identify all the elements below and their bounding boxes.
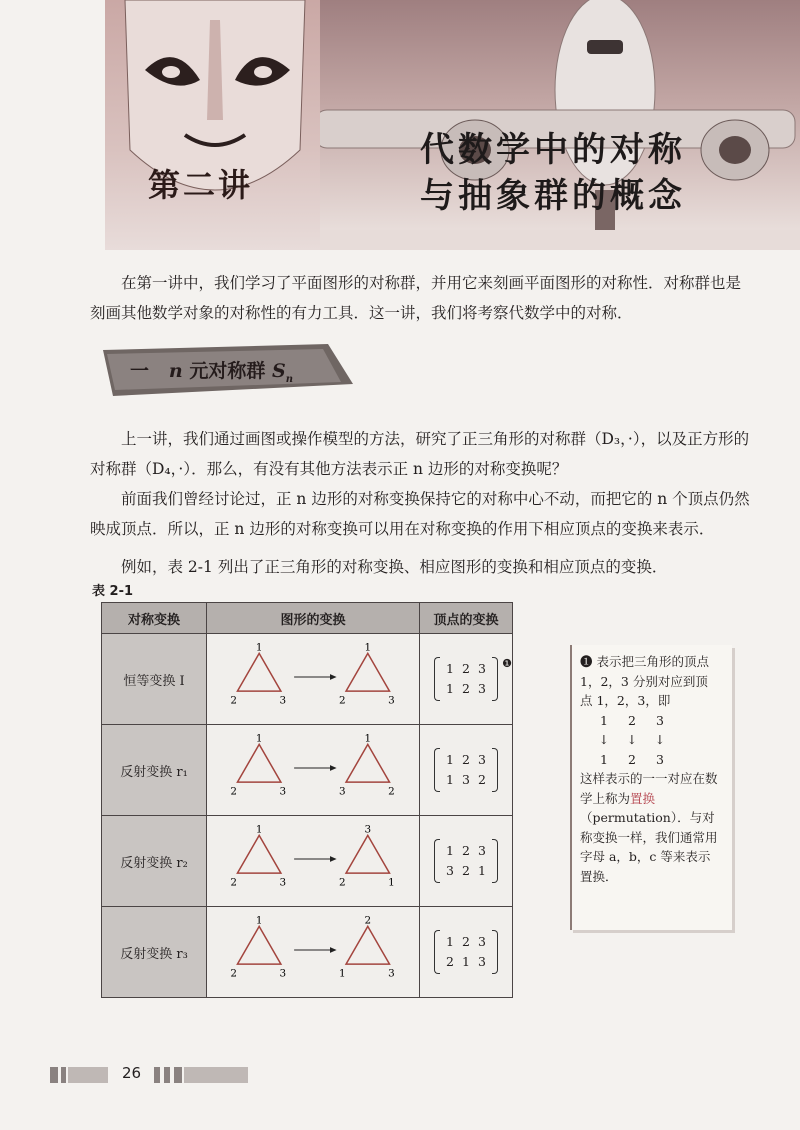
vertex-label: 1	[255, 824, 263, 836]
opera-mask-icon	[105, 0, 320, 250]
vertex-label: 2	[338, 876, 346, 889]
vertex-label: 3	[388, 967, 395, 980]
triangle-shape	[346, 835, 389, 873]
vertex-permutation	[420, 634, 513, 725]
vertex-label: 2	[364, 915, 372, 927]
chapter-title-line1: 代数学中的对称	[420, 130, 686, 170]
vertex-permutation	[420, 907, 513, 998]
note-mapping-top: 1 2 3	[600, 712, 664, 728]
note-intro: ❶ 表示把三角形的顶点 1，2，3 分别对应到顶点 1，2，3，即	[580, 654, 709, 708]
table-label: 表 2-1	[92, 584, 134, 599]
permutation-matrix: 1 2 3 1 2 3	[432, 657, 500, 701]
note-mapping-arrows	[580, 730, 720, 750]
arrow-right-icon	[330, 856, 337, 862]
vertex-label: 3	[279, 694, 287, 707]
vertex-permutation	[420, 816, 513, 907]
vertex-label: 2	[230, 967, 237, 980]
vertex-label: 1	[364, 642, 372, 654]
section-heading	[130, 356, 293, 385]
transform-name: 反射变换 r₃	[102, 907, 207, 998]
table-header: 对称变换	[102, 603, 207, 634]
table-row	[102, 634, 513, 725]
vertex-label: 1	[388, 876, 395, 889]
body-paragraph-2: 前面我们曾经讨论过，正 n 边形的对称变换保持它的对称中心不动，而把它的 n 个顶点仍然映成顶点．所以，正 n 边形的对称变换可以用在对称变换的作用下相应顶点的变换来表示．	[90, 490, 750, 538]
permutation-matrix: 1 2 3 1 3 2	[432, 748, 500, 792]
arrow-right-icon	[330, 765, 337, 771]
triangle-shape	[346, 744, 389, 782]
permutation-matrix: 1 2 3 2 1 3	[432, 930, 500, 974]
vertex-label: 3	[388, 694, 395, 707]
vertex-label: 1	[364, 733, 372, 745]
section-number: 一	[130, 360, 150, 382]
vertex-label: 3	[279, 967, 287, 980]
vertex-label: 3	[364, 824, 372, 836]
down-arrow-icon: ↓	[654, 732, 666, 747]
body-paragraph-3: 例如，表 2-1 列出了正三角形的对称变换、相应图形的变换和相应顶点的变换．	[121, 558, 668, 576]
triangle-shape	[237, 744, 280, 782]
transform-name: 恒等变换 I	[102, 634, 207, 725]
body-paragraph-1: 上一讲，我们通过画图或操作模型的方法，研究了正三角形的对称群（D₃，·），以及正方形的对称群（D₄，·）．那么，有没有其他方法表示正 n 边形的对称变换呢？	[90, 430, 750, 478]
vertex-label: 1	[255, 642, 263, 654]
vertex-label: 3	[338, 785, 346, 798]
triangle-diagram	[228, 733, 398, 803]
figure-transform	[207, 907, 420, 998]
vertex-label: 2	[388, 785, 395, 798]
symmetry-table	[101, 602, 513, 998]
section-title-sub: n	[285, 373, 293, 385]
vertex-label: 3	[279, 785, 287, 798]
page-number: 26	[122, 1064, 142, 1082]
figure-transform	[207, 634, 420, 725]
down-arrow-icon: ↓	[626, 732, 638, 747]
permutation-term: 置换	[630, 790, 656, 806]
section-title-sym: S	[271, 360, 286, 382]
note-mapping-bottom: 1 2 3	[600, 751, 664, 767]
vertex-label: 1	[338, 967, 346, 980]
intro-paragraph: 在第一讲中，我们学习了平面图形的对称群，并用它来刻画平面图形的对称性．对称群也是刻画其他数学对象的对称性的有力工具．这一讲，我们将考察代数学中的对称．	[90, 274, 742, 322]
opera-mask-photo	[105, 0, 320, 250]
vertex-label: 1	[255, 915, 263, 927]
table-header: 顶点的变换	[420, 603, 513, 634]
figure-transform	[207, 816, 420, 907]
triangle-shape	[346, 653, 389, 691]
chapter-label: 第二讲	[148, 166, 254, 204]
section-title-var: n	[168, 360, 183, 382]
footnote-marker: ❶	[502, 657, 512, 670]
table-row	[102, 725, 513, 816]
permutation-matrix: 1 2 3 3 2 1	[432, 839, 500, 883]
margin-note	[580, 652, 720, 886]
triangle-diagram	[228, 824, 398, 894]
figure-transform	[207, 725, 420, 816]
triangle-shape	[346, 926, 389, 964]
down-arrow-icon: ↓	[598, 732, 610, 747]
section-title-text: 元对称群	[189, 360, 266, 382]
table-header: 图形的变换	[207, 603, 420, 634]
vertex-label: 3	[279, 876, 287, 889]
arrow-right-icon	[330, 947, 337, 953]
triangle-shape	[237, 653, 280, 691]
transform-name: 反射变换 r₁	[102, 725, 207, 816]
note-definition: 这样表示的一一对应在数学上称为置换（permutation）．与对称变换一样，我们通常用字母 a，b，c 等来表示置换．	[580, 771, 718, 884]
triangle-shape	[237, 926, 280, 964]
arrow-right-icon	[330, 674, 337, 680]
chapter-title-line2: 与抽象群的概念	[420, 176, 686, 216]
vertex-permutation	[420, 725, 513, 816]
table-row	[102, 907, 513, 998]
vertex-label: 2	[338, 694, 346, 707]
transform-name: 反射变换 r₂	[102, 816, 207, 907]
vertex-label: 2	[230, 694, 237, 707]
vertex-label: 2	[230, 785, 237, 798]
vertex-label: 1	[255, 733, 263, 745]
footer-decoration	[50, 1065, 250, 1085]
triangle-diagram	[228, 642, 398, 712]
vertex-label: 2	[230, 876, 237, 889]
triangle-shape	[237, 835, 280, 873]
table-row	[102, 816, 513, 907]
triangle-diagram	[228, 915, 398, 985]
